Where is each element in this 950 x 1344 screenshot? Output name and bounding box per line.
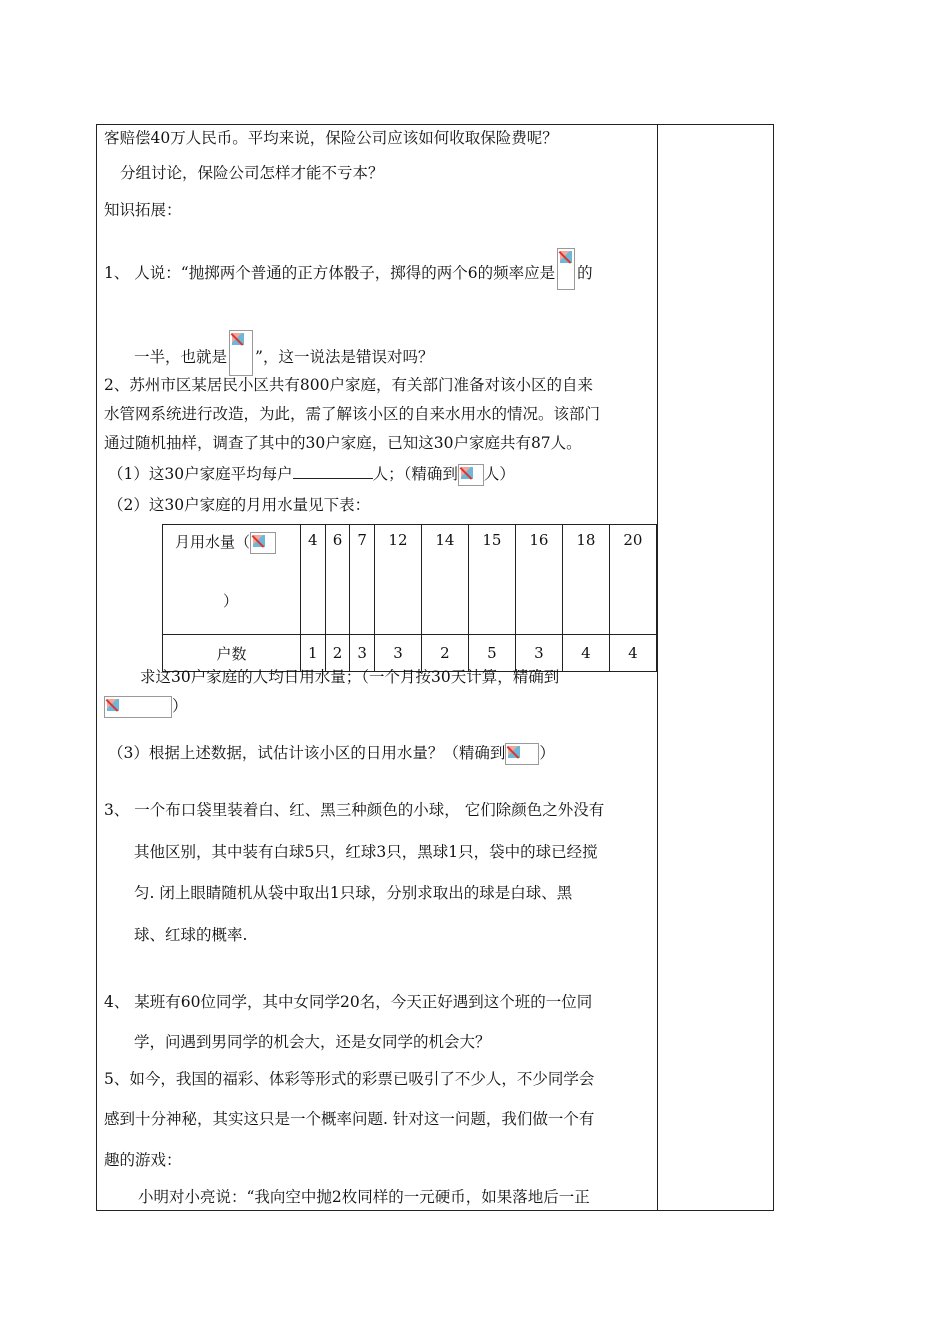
q2-line-b: 水管网系统进行改造，为此，需了解该小区的自来水用水的情况。该部门 xyxy=(104,405,601,423)
month-cell: 6 xyxy=(325,525,350,635)
count-cell: 4 xyxy=(562,635,609,672)
q1-text-b-end: ”，这一说法是错误对吗？ xyxy=(255,348,434,366)
formula-image-icon xyxy=(229,330,253,376)
q2-calc-line: 求这30户家庭的人均日用水量；（一个月按30天计算，精确到 xyxy=(140,668,560,686)
count-cell: 3 xyxy=(350,635,375,672)
water-usage-table xyxy=(162,524,657,672)
count-label-cell: 户数 xyxy=(163,635,301,672)
q2-calc-end: ） xyxy=(172,697,188,715)
q2-line-a: 2、苏州市区某居民小区共有800户家庭，有关部门准备对该小区的自来 xyxy=(104,376,593,394)
count-cell: 2 xyxy=(325,635,350,672)
q2-part3-end: ） xyxy=(539,744,555,762)
q2-part1-text: （1）这30户家庭平均每户 xyxy=(108,465,293,483)
q5-line-a: 5、如今，我国的福彩、体彩等形式的彩票已吸引了不少人，不少同学会 xyxy=(104,1070,595,1088)
q3-line-b: 其他区别，其中装有白球5只，红球3只，黑球1只，袋中的球已经搅 xyxy=(134,843,598,861)
formula-image-icon xyxy=(458,464,484,486)
unit-image-icon xyxy=(250,532,276,554)
q1-line-a xyxy=(104,248,593,290)
q5-line-d: 小明对小亮说：“我向空中抛2枚同样的一元硬币，如果落地后一正 xyxy=(138,1188,590,1206)
header-cell-usage xyxy=(163,525,301,635)
q2-part2: （2）这30户家庭的月用水量见下表： xyxy=(108,496,371,514)
q2-part1-mid: 人；（精确到 xyxy=(372,465,458,483)
q1-text-a-end: 的 xyxy=(577,264,593,282)
q1-line-b xyxy=(134,330,433,376)
table-row xyxy=(163,525,657,635)
usage-label-end: ） xyxy=(223,592,239,610)
count-cell: 5 xyxy=(468,635,515,672)
q5-line-c: 趣的游戏： xyxy=(104,1151,182,1169)
column-divider xyxy=(657,124,658,1211)
count-cell: 4 xyxy=(609,635,656,672)
q1-text-b: 一半，也就是 xyxy=(134,348,228,366)
q3-line-c: 匀. 闭上眼睛随机从袋中取出1只球，分别求取出的球是白球、黑 xyxy=(134,884,573,902)
count-cell: 3 xyxy=(515,635,562,672)
month-cell: 7 xyxy=(350,525,375,635)
q2-part3 xyxy=(108,743,555,765)
heading-extension: 知识拓展： xyxy=(104,201,182,219)
usage-label: 月用水量（ xyxy=(175,533,251,551)
formula-image-icon xyxy=(104,696,172,718)
count-cell: 1 xyxy=(301,635,326,672)
q2-part1 xyxy=(108,464,515,486)
q4-line-a: 4、 某班有60位同学，其中女同学20名，今天正好遇到这个班的一位同 xyxy=(104,993,593,1011)
q1-text-a: 1、 人说：“抛掷两个普通的正方体骰子，掷得的两个6的频率应是 xyxy=(104,264,556,282)
month-cell: 12 xyxy=(374,525,421,635)
table-row xyxy=(163,635,657,672)
q2-line-c: 通过随机抽样，调查了其中的30户家庭，已知这30户家庭共有87人。 xyxy=(104,434,582,452)
line-insurance: 客赔偿40万人民币。平均来说，保险公司应该如何收取保险费呢？ xyxy=(104,129,558,147)
month-cell: 20 xyxy=(609,525,656,635)
count-cell: 3 xyxy=(374,635,421,672)
answer-blank xyxy=(293,464,373,479)
formula-image-icon xyxy=(505,743,539,765)
month-cell: 4 xyxy=(301,525,326,635)
q4-line-b: 学，问遇到男同学的机会大，还是女同学的机会大？ xyxy=(134,1033,491,1051)
q3-line-d: 球、红球的概率. xyxy=(134,926,248,944)
line-discussion: 分组讨论，保险公司怎样才能不亏本？ xyxy=(120,164,384,182)
month-cell: 18 xyxy=(562,525,609,635)
q5-line-b: 感到十分神秘，其实这只是一个概率问题. 针对这一问题，我们做一个有 xyxy=(104,1110,595,1128)
q2-part3-text: （3）根据上述数据，试估计该小区的日用水量？（精确到 xyxy=(108,744,506,762)
month-cell: 14 xyxy=(421,525,468,635)
month-cell: 16 xyxy=(515,525,562,635)
month-cell: 15 xyxy=(468,525,515,635)
formula-image-icon xyxy=(557,248,575,290)
count-cell: 2 xyxy=(421,635,468,672)
q2-part1-end: 人） xyxy=(483,465,515,483)
q3-line-a: 3、 一个布口袋里装着白、红、黑三种颜色的小球， 它们除颜色之外没有 xyxy=(104,801,605,819)
q2-calc-line-b xyxy=(104,696,188,718)
